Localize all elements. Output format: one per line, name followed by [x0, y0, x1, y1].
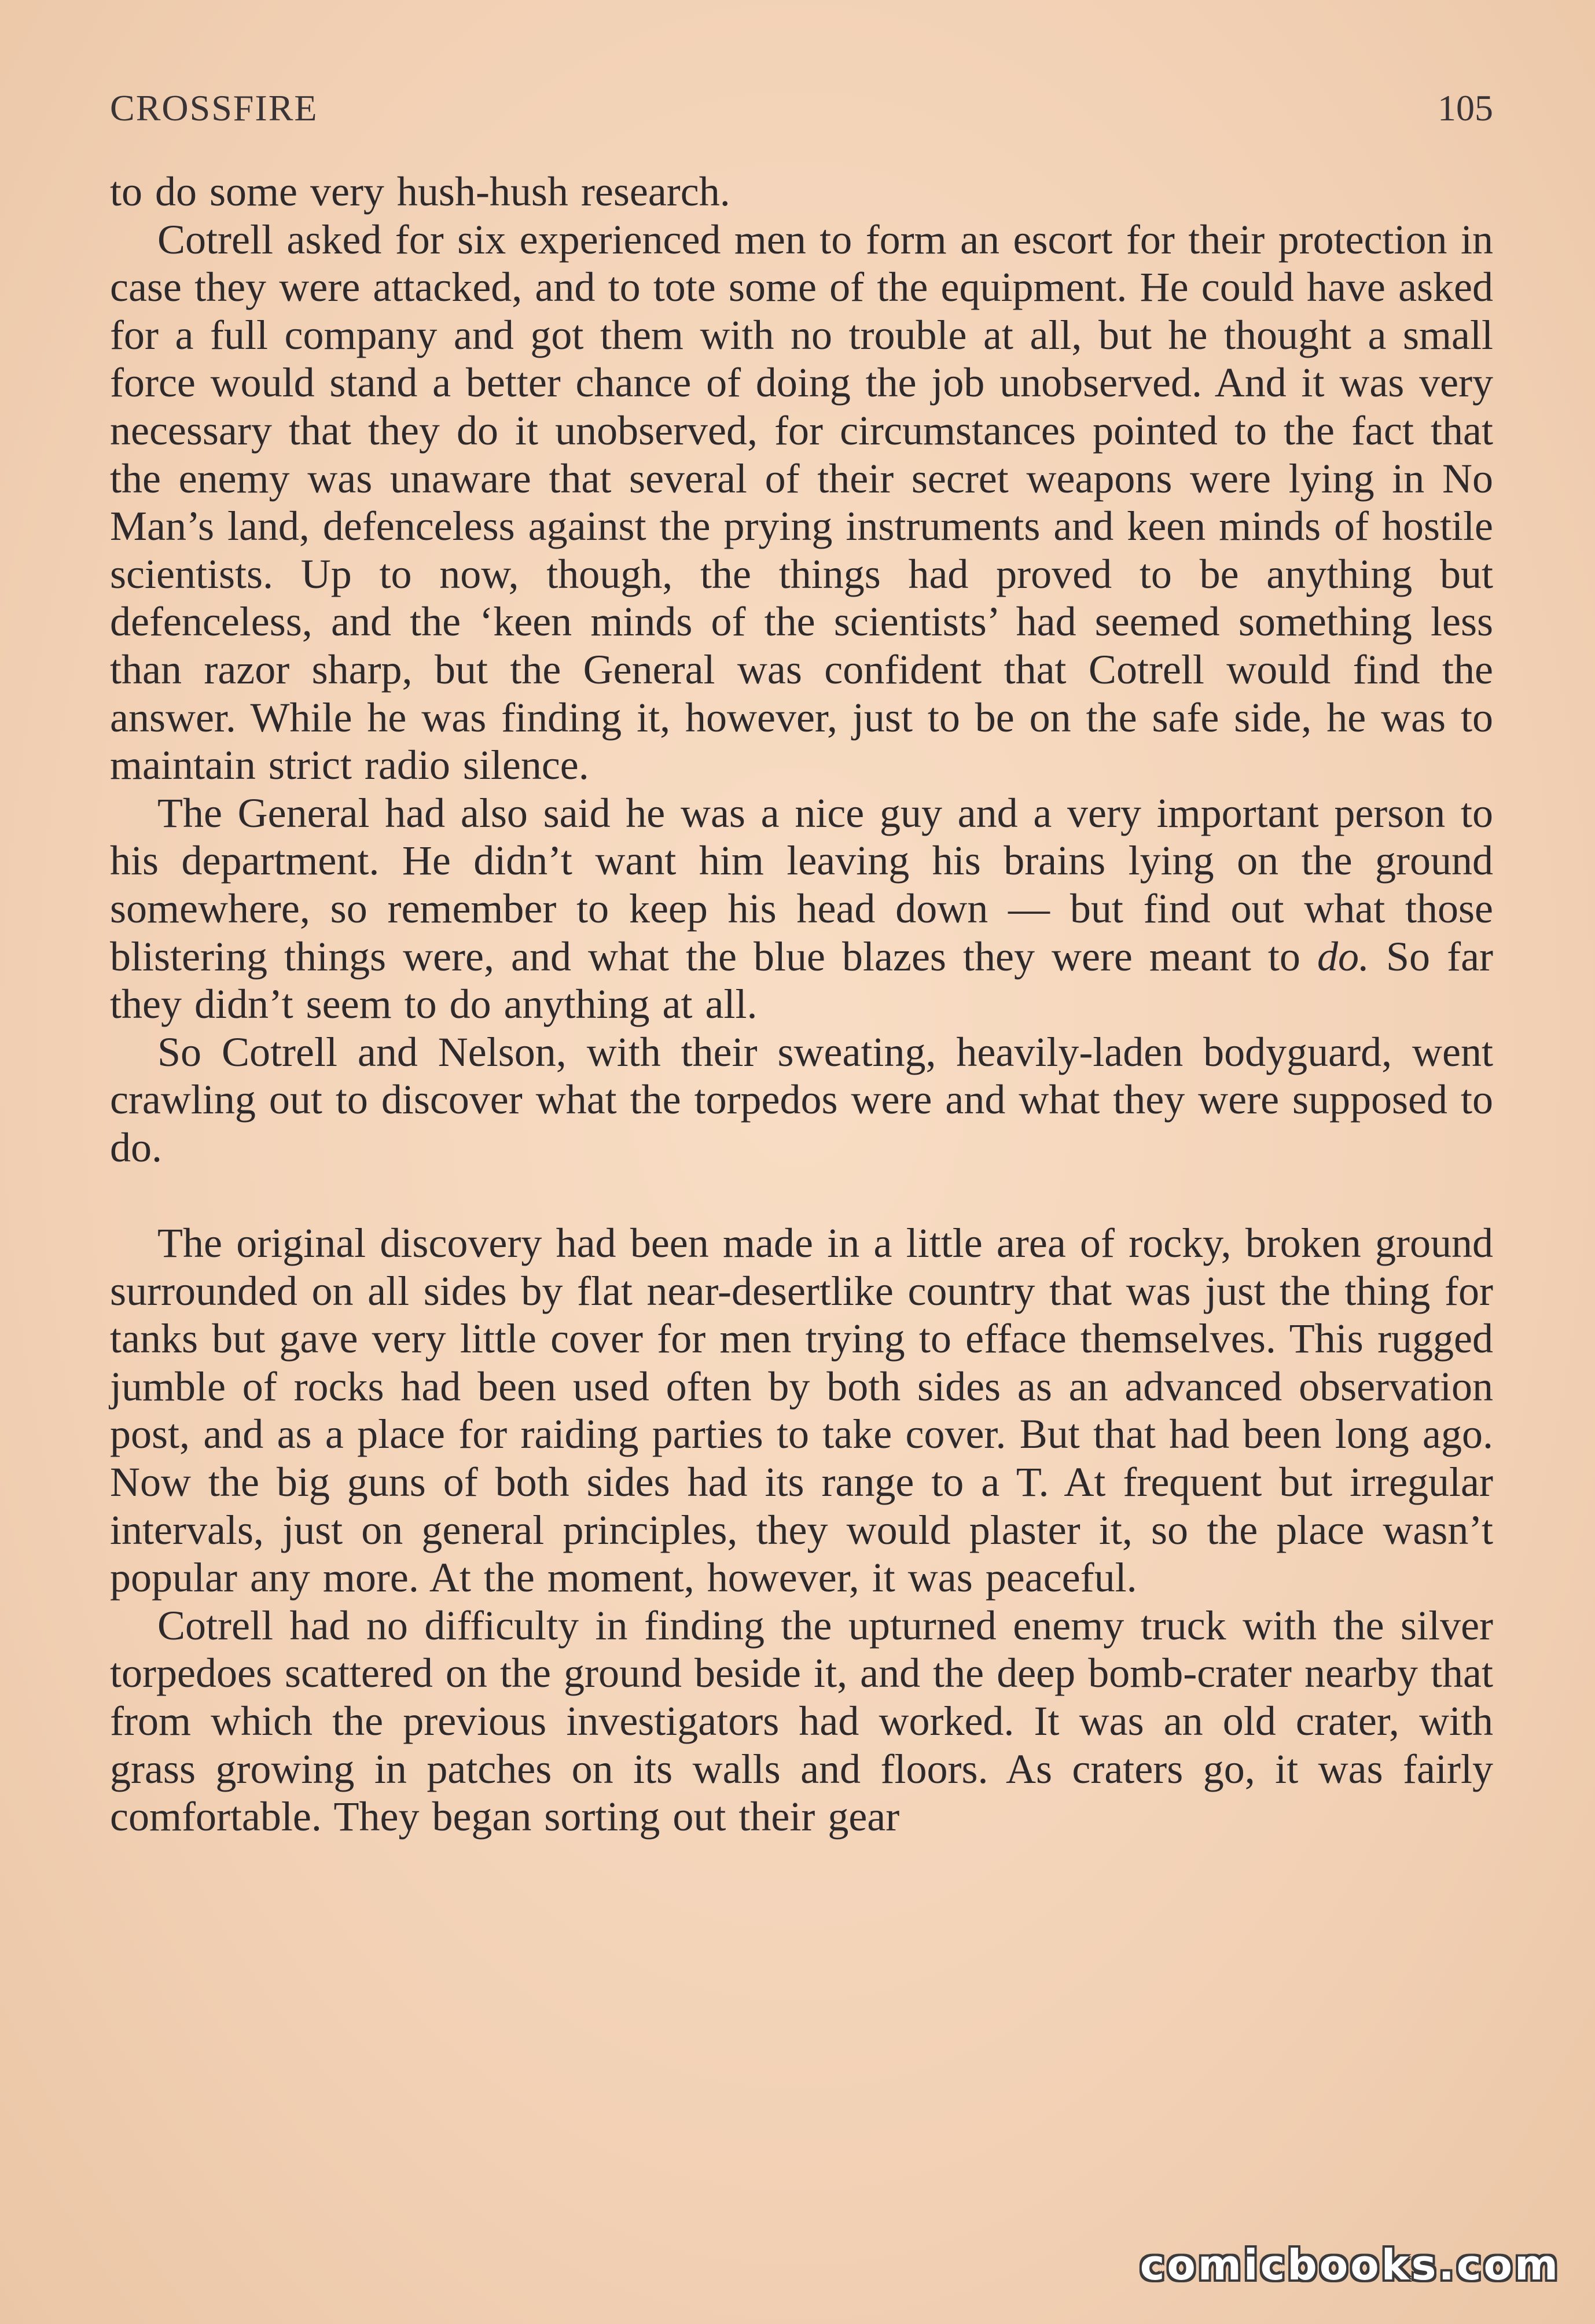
paragraph: Cotrell asked for six experienced men to form an escort for their protection in case they were attacked, and to tote some of the equipment. He could have asked for a full company and got them with no trouble at all, but he thought a small force would stand a better chance of doing the job unobserved. And it was very necessary that they do it unobserved, for circumstances pointed to the fact that the enemy was unaware that several of their secret weapons were lying in No Man’s land, defenceless against the prying instruments and keen minds of hostile scientists. Up to now, though, the things had proved to be anything but defenceless, and the ‘keen minds of the scientists’ had seemed something less than razor sharp, but the General was confident that Cotrell would find the answer. While he was finding it, however, just to be on the safe side, he was to maintain strict radio silence. — [110, 216, 1493, 789]
paragraph — [110, 789, 1493, 1028]
emphasis-text: do. — [1317, 933, 1369, 980]
section-break — [110, 1171, 1493, 1219]
page-number: 105 — [1438, 87, 1493, 128]
paragraph: Cotrell had no difficulty in finding the upturned enemy truck with the silver torpedoes scattered on the ground beside it, and the deep bomb-crater nearby that from which the previous investigators had worked. It was an old crater, with grass growing in patches on its walls and floors. As craters go, it was fairly comfortable. They began sorting out their gear — [110, 1602, 1493, 1840]
paragraph: So Cotrell and Nelson, with their sweating, heavily-laden bodyguard, went crawling out to discover what the torpedos were and what they were supposed to do. — [110, 1028, 1493, 1171]
watermark: comicbooks.com — [1140, 2241, 1560, 2289]
paragraph: The original discovery had been made in a little area of rocky, broken ground surrounded on all sides by flat near-desertlike country that was just the thing for tanks but gave very little cover for men trying to efface themselves. This rugged jumble of rocks had been used often by both sides as an advanced observation post, and as a place for raiding parties to take cover. But that had been long ago. Now the big guns of both sides had its range to a T. At frequent but irregular intervals, just on general principles, they would plaster it, so the place wasn’t popular any more. At the moment, however, it was peaceful. — [110, 1220, 1493, 1601]
page-header — [110, 87, 1493, 139]
paragraph: to do some very hush-hush research. — [110, 168, 730, 215]
running-title: CROSSFIRE — [110, 87, 318, 128]
body-text — [110, 168, 1493, 1841]
paragraph-text: The General had also said he was a nice guy and a very important person to his department. He didn’t want him leaving his brains lying on the ground somewhere, so remember to keep his head down — but find out what those blistering things were, and what the blue blazes they were meant to — [110, 789, 1493, 980]
paragraph-text: So far they didn’t seem to do anything at all. — [110, 933, 1493, 1028]
